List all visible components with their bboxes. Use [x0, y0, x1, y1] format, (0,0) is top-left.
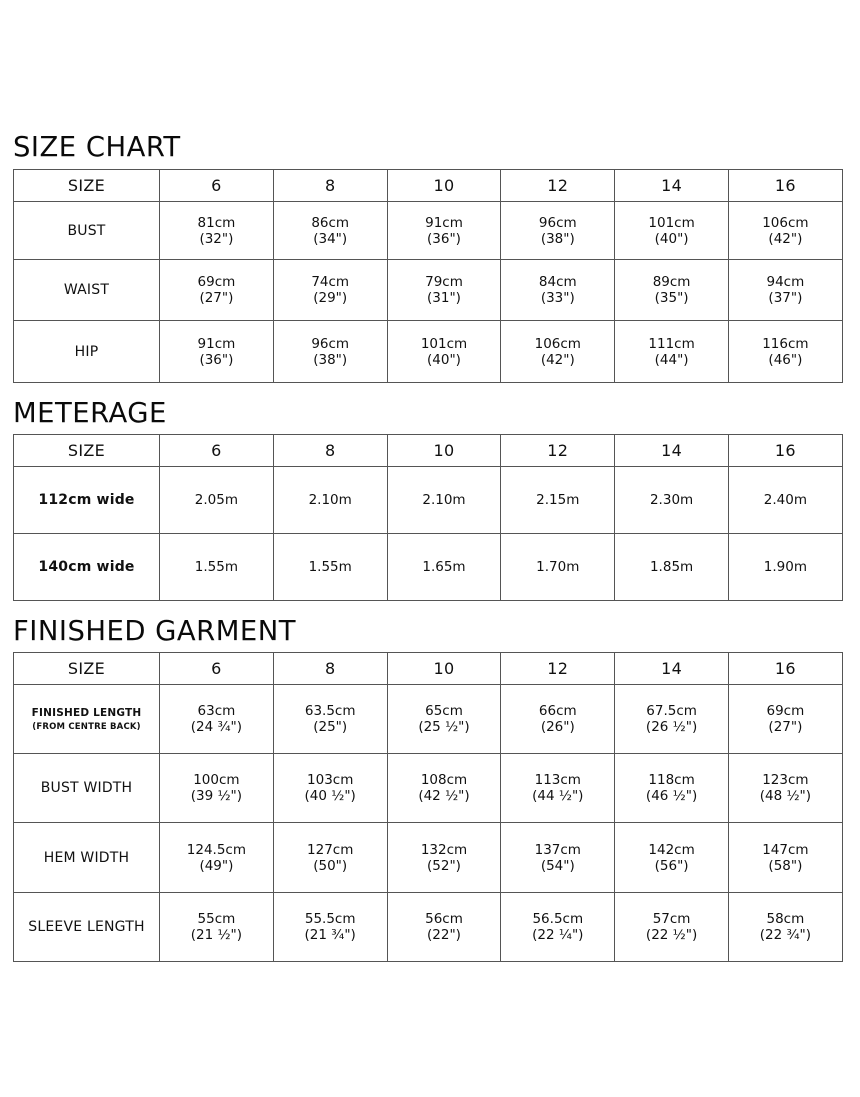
- table-cell: 55cm (21 ½"): [160, 893, 274, 962]
- table-cell: 81cm (32"): [160, 202, 274, 260]
- table-cell: 124.5cm (49"): [160, 823, 274, 893]
- table-cell: 57cm (22 ½"): [615, 893, 729, 962]
- table-cell: 2.30m: [615, 467, 729, 534]
- table-cell: 66cm (26"): [501, 685, 615, 754]
- row-label-sub: (FROM CENTRE BACK): [32, 721, 141, 732]
- table-cell: 2.40m: [728, 467, 842, 534]
- table-cell: 69cm (27"): [728, 685, 842, 754]
- table-cell: 63cm (24 ¾"): [160, 685, 274, 754]
- header-cell-size-16: 16: [728, 653, 842, 685]
- header-cell-size-16: 16: [728, 170, 842, 202]
- table-cell: 106cm (42"): [501, 321, 615, 383]
- finished-garment-title: FINISHED GARMENT: [13, 614, 296, 647]
- row-label-140cm-wide: 140cm wide: [14, 534, 160, 601]
- table-cell: 89cm (35"): [615, 260, 729, 321]
- table-cell: 2.05m: [160, 467, 274, 534]
- header-cell-size-6: 6: [160, 435, 274, 467]
- finished-garment-table: [13, 652, 843, 962]
- header-cell-size-16: 16: [728, 435, 842, 467]
- row-label-main: FINISHED LENGTH: [31, 706, 142, 719]
- table-cell: 56cm (22"): [387, 893, 501, 962]
- table-cell: 96cm (38"): [273, 321, 387, 383]
- table-cell: 123cm (48 ½"): [728, 754, 842, 823]
- table-row-140cm-wide: [14, 534, 843, 601]
- table-cell: 65cm (25 ½"): [387, 685, 501, 754]
- table-cell: 94cm (37"): [728, 260, 842, 321]
- header-cell-size-12: 12: [501, 435, 615, 467]
- header-cell-size-8: 8: [273, 170, 387, 202]
- size-chart-title: SIZE CHART: [13, 130, 181, 163]
- header-cell-size-6: 6: [160, 653, 274, 685]
- table-row-finished-length: [14, 685, 843, 754]
- table-cell: 79cm (31"): [387, 260, 501, 321]
- table-cell: 91cm (36"): [387, 202, 501, 260]
- table-cell: 58cm (22 ¾"): [728, 893, 842, 962]
- header-cell-size-10: 10: [387, 170, 501, 202]
- table-row-hip: [14, 321, 843, 383]
- header-cell-size: SIZE: [14, 435, 160, 467]
- table-cell: 147cm (58"): [728, 823, 842, 893]
- table-cell: 118cm (46 ½"): [615, 754, 729, 823]
- table-cell: 67.5cm (26 ½"): [615, 685, 729, 754]
- table-cell: 108cm (42 ½"): [387, 754, 501, 823]
- table-row-bust: [14, 202, 843, 260]
- header-cell-size-10: 10: [387, 435, 501, 467]
- table-cell: 2.15m: [501, 467, 615, 534]
- row-label-sleeve-length: SLEEVE LENGTH: [14, 893, 160, 962]
- table-cell: 1.85m: [615, 534, 729, 601]
- table-cell: 101cm (40"): [615, 202, 729, 260]
- table-cell: 55.5cm (21 ¾"): [273, 893, 387, 962]
- table-cell: 127cm (50"): [273, 823, 387, 893]
- meterage-title: METERAGE: [13, 396, 167, 429]
- size-chart-header-row: [14, 170, 843, 202]
- table-cell: 69cm (27"): [160, 260, 274, 321]
- finished-garment-header-row: [14, 653, 843, 685]
- table-cell: 101cm (40"): [387, 321, 501, 383]
- table-cell: 137cm (54"): [501, 823, 615, 893]
- row-label-bust: BUST: [14, 202, 160, 260]
- table-row-hem-width: [14, 823, 843, 893]
- table-cell: 111cm (44"): [615, 321, 729, 383]
- meterage-table: [13, 434, 843, 601]
- header-cell-size-12: 12: [501, 170, 615, 202]
- table-cell: 1.90m: [728, 534, 842, 601]
- table-row-bust-width: [14, 754, 843, 823]
- table-cell: 116cm (46"): [728, 321, 842, 383]
- meterage-header-row: [14, 435, 843, 467]
- table-row-112cm-wide: [14, 467, 843, 534]
- table-cell: 96cm (38"): [501, 202, 615, 260]
- header-cell-size-14: 14: [615, 653, 729, 685]
- table-row-waist: [14, 260, 843, 321]
- row-label-hem-width: HEM WIDTH: [14, 823, 160, 893]
- table-cell: 106cm (42"): [728, 202, 842, 260]
- table-cell: 1.65m: [387, 534, 501, 601]
- table-cell: 2.10m: [387, 467, 501, 534]
- table-cell: 56.5cm (22 ¼"): [501, 893, 615, 962]
- table-cell: 84cm (33"): [501, 260, 615, 321]
- table-cell: 91cm (36"): [160, 321, 274, 383]
- table-row-sleeve-length: [14, 893, 843, 962]
- table-cell: 1.70m: [501, 534, 615, 601]
- header-cell-size: SIZE: [14, 653, 160, 685]
- table-cell: 74cm (29"): [273, 260, 387, 321]
- header-cell-size: SIZE: [14, 170, 160, 202]
- header-cell-size-8: 8: [273, 435, 387, 467]
- header-cell-size-8: 8: [273, 653, 387, 685]
- row-label-112cm-wide: 112cm wide: [14, 467, 160, 534]
- table-cell: 2.10m: [273, 467, 387, 534]
- header-cell-size-12: 12: [501, 653, 615, 685]
- table-cell: 142cm (56"): [615, 823, 729, 893]
- table-cell: 1.55m: [273, 534, 387, 601]
- table-cell: 103cm (40 ½"): [273, 754, 387, 823]
- table-cell: 63.5cm (25"): [273, 685, 387, 754]
- table-cell: 100cm (39 ½"): [160, 754, 274, 823]
- table-cell: 86cm (34"): [273, 202, 387, 260]
- row-label-finished-length: [14, 685, 160, 754]
- header-cell-size-14: 14: [615, 170, 729, 202]
- row-label-hip: HIP: [14, 321, 160, 383]
- table-cell: 113cm (44 ½"): [501, 754, 615, 823]
- row-label-bust-width: BUST WIDTH: [14, 754, 160, 823]
- size-chart-table: [13, 169, 843, 383]
- header-cell-size-14: 14: [615, 435, 729, 467]
- header-cell-size-10: 10: [387, 653, 501, 685]
- table-cell: 1.55m: [160, 534, 274, 601]
- table-cell: 132cm (52"): [387, 823, 501, 893]
- row-label-waist: WAIST: [14, 260, 160, 321]
- header-cell-size-6: 6: [160, 170, 274, 202]
